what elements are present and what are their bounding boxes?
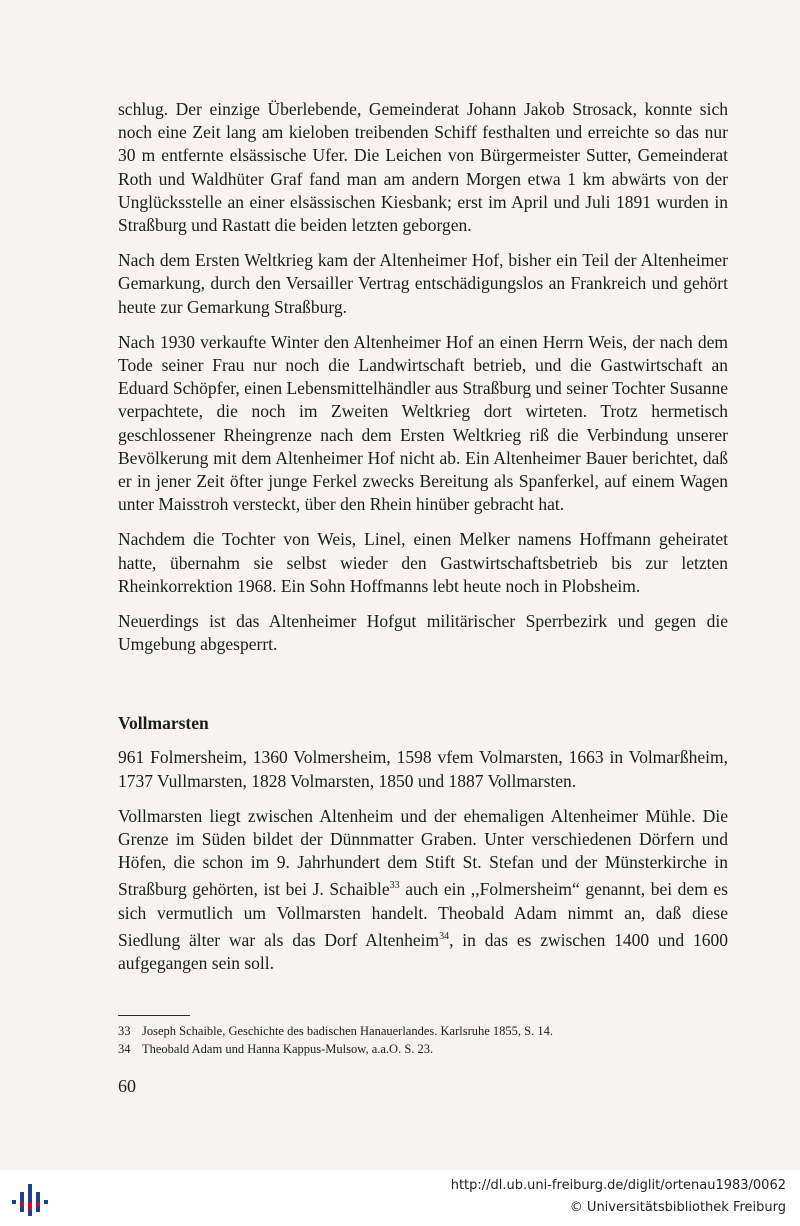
permalink[interactable]: http://dl.ub.uni-freiburg.de/diglit/ortenau1983/0062 [450,1178,786,1193]
paragraph-with-footnote-refs [118,805,728,975]
text-run: , in das es zwischen 1400 und 1600 aufgegangen sein soll. [118,929,728,973]
text-run: Vollmarsten liegt zwischen Altenheim und der ehemaligen Altenheimer Mühle. Die Grenze im Süden bildet der Dünnmatter Graben. Unter verschiedenen Dörfern und Höfen, die schon im 9. Jahrhundert dem Stift St. Stefan und der Münsterkirche in Straßburg gehörten, ist bei J. Schaible [118,805,728,900]
body-text [118,98,728,987]
footnote [118,1022,728,1040]
section-heading: Vollmarsten [118,713,209,734]
footnote [118,1040,728,1058]
footnote-text: Joseph Schaible, Geschichte des badischen Hanauerlandes. Karlsruhe 1855, S. 14. [142,1024,553,1038]
footnote-divider [118,1015,190,1016]
text-run: auch ein ,,Folmersheim“ genannt, bei dem es sich vermutlich um Vollmarsten handelt. Theobald Adam nimmt an, daß diese Siedlung älter war als das Dorf Altenheim [118,879,728,950]
paragraph: schlug. Der einzige Überlebende, Gemeinderat Johann Jakob Strosack, konnte sich noch eine Zeit lang am kieloben treibenden Schiff festhalten und erreichte so das nur 30 m entfernte elsässische Ufer. Die Leichen von Bürgermeister Sutter, Gemeinderat Roth und Waldhüter Graf fand man am andern Morgen etwa 1 km abwärts von der Unglücksstelle an einer elsässischen Kiesbank; erst im April und Juli 1891 wurden in Straßburg und Rastatt die beiden letzten geborgen. [118,99,728,236]
footnotes [118,1022,728,1058]
copyright-notice: © Universitätsbibliothek Freiburg [569,1200,786,1215]
paragraph: Nachdem die Tochter von Weis, Linel, einen Melker namens Hoffmann geheiratet hatte, übernahm sie selbst wieder den Gastwirtschaftsbetrieb bis zur letzten Rheinkorrektion 1968. Ein Sohn Hoffmanns lebt heute noch in Plobsheim. [118,529,728,596]
paragraph: Neuerdings ist das Altenheimer Hofgut militärischer Sperrbezirk und gegen die Umgebung abgesperrt. [118,611,728,655]
library-logo-icon [8,1178,52,1222]
footnote-ref: 33 [389,880,400,892]
footnote-ref: 34 [439,930,450,942]
page-number: 60 [118,1076,136,1096]
footnote-text: Theobald Adam und Hanna Kappus-Mulsow, a.a.O. S. 23. [142,1042,434,1056]
library-footer [0,1170,800,1226]
paragraph: Nach dem Ersten Weltkrieg kam der Altenheimer Hof, bisher ein Teil der Altenheimer Gemarkung, durch den Versailler Vertrag entschädigungslos an Frankreich und gehört heute zur Gemarkung Straßburg. [118,250,728,317]
paragraph: 961 Folmersheim, 1360 Volmersheim, 1598 vfem Volmarsten, 1663 in Volmarßheim, 1737 Vullmarsten, 1828 Volmarsten, 1850 und 1887 Vollmarsten. [118,747,728,791]
footnote-number: 33 [118,1024,131,1038]
footnote-number: 34 [118,1042,131,1056]
paragraph: Nach 1930 verkaufte Winter den Altenheimer Hof an einen Herrn Weis, der nach dem Tode seiner Frau nur noch die Landwirtschaft betrieb, und die Gastwirtschaft an Eduard Schöpfer, einen Lebensmittelhändler aus Straßburg und seiner Tochter Susanne verpachtete, die noch im Zweiten Weltkrieg dort wirteten. Trotz hermetisch geschlossener Rheingrenze nach dem Ersten Weltkrieg riß die Verbindung unserer Bevölkerung mit dem Altenheimer Hof nicht ab. Ein Altenheimer Bauer berichtet, daß er in jener Zeit öfter junge Ferkel zwecks Bereitung als Spanferkel, auf einem Wagen unter Maisstroh versteckt, über den Rhein hinüber gebracht hat. [118,331,728,515]
